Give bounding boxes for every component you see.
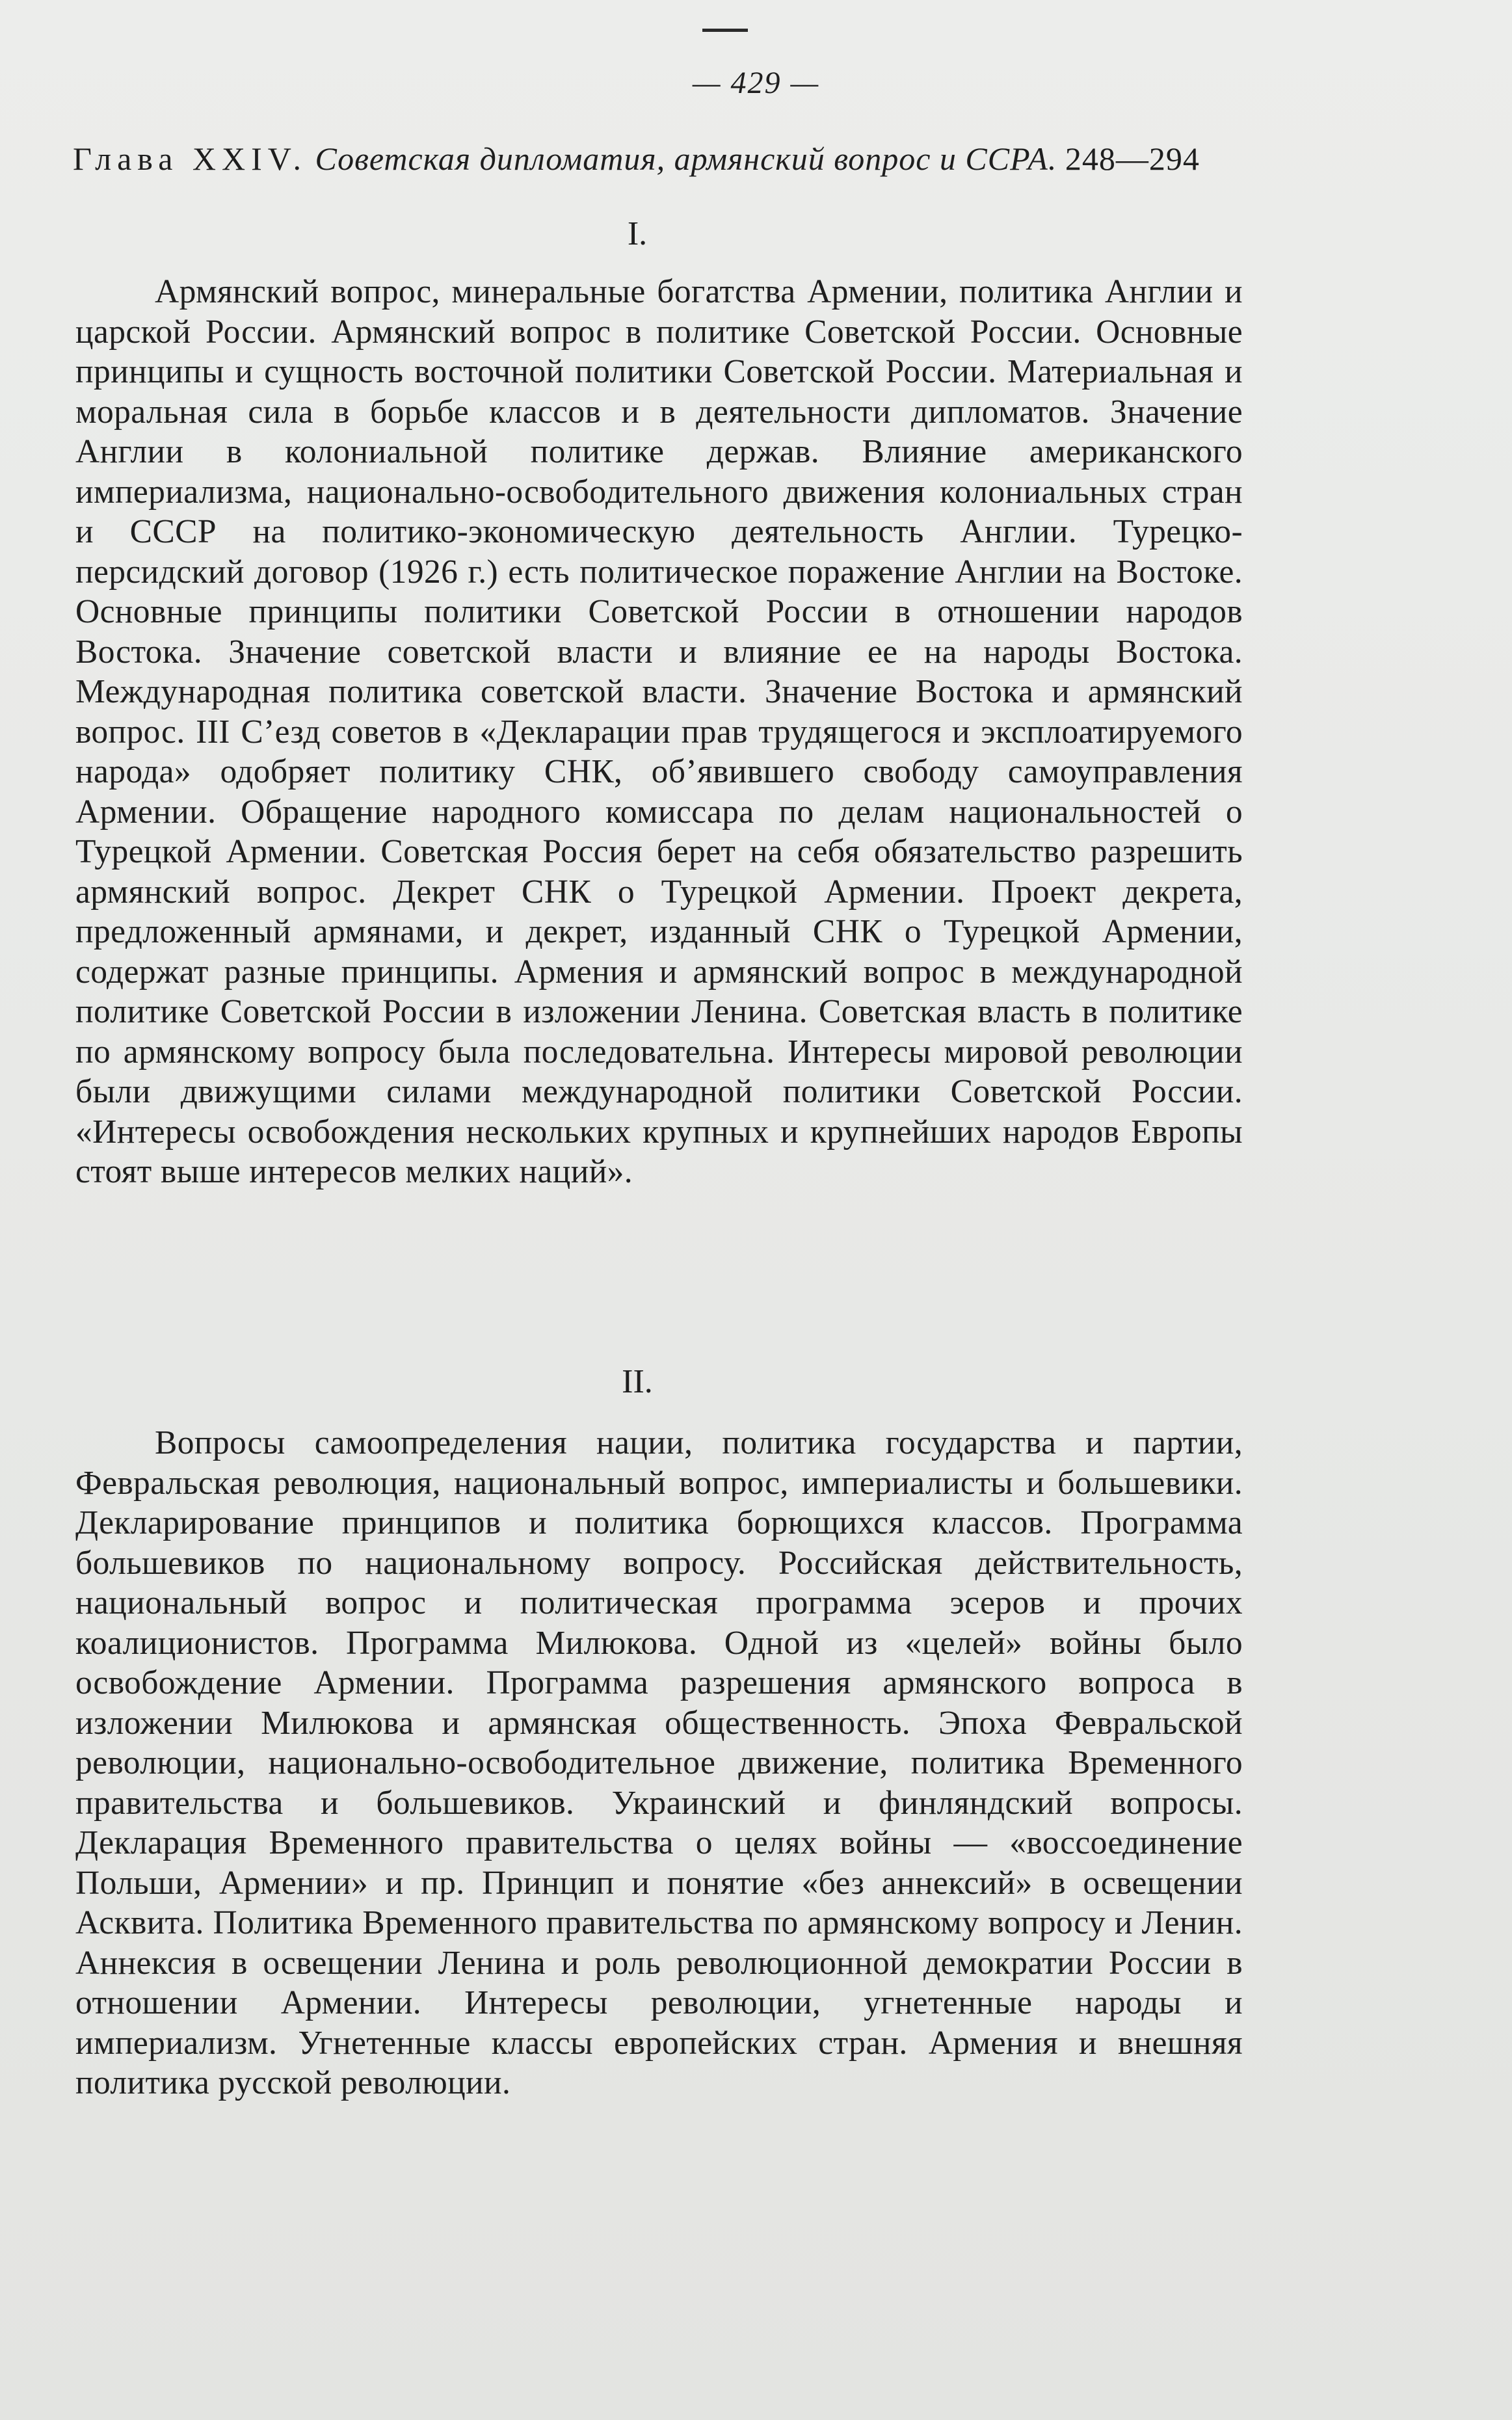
top-rule	[702, 29, 748, 32]
chapter-label: Глава XXIV.	[73, 140, 307, 177]
chapter-heading	[73, 140, 1445, 178]
section-numeral-1: I.	[627, 215, 648, 252]
section-numeral-2: II.	[622, 1363, 653, 1400]
page-number: — 429 —	[692, 66, 820, 100]
section-paragraph-2: Вопросы самоопределения нации, политика государства и партии, Февральская революция, национальный вопрос, империалисты и большевики. Декларирование принципов и политика борющихся классов. Программа большевиков по национальному вопросу. Российская действительность, национальный вопрос и политическая программа эсеров и прочих коалиционистов. Программа Милюкова. Одной из «целей» войны было освобождение Армении. Программа разрешения армянского вопроса в изложении Милюкова и армянская общественность. Эпоха Февральской революции, национально-освободительное движение, политика Временного правительства и большевиков. Украинский и финляндский вопросы. Декларация Временного правительства о целях войны — «воссоединение Польши, Армении» и пр. Принцип и понятие «без аннексий» в освещении Асквита. Политика Временного правительства по армянскому вопросу и Ленин. Аннексия в освещении Ленина и роль революционной демократии России в отношении Армении. Интересы революции, угнетенные народы и империализм. Угнетенные классы европейских стран. Армения и внешняя политика русской революции.	[75, 1424, 1243, 2101]
chapter-title: Советская дипломатия, армянский вопрос и ССРА.	[315, 140, 1057, 177]
chapter-page-range: 248—294	[1065, 140, 1200, 177]
section-paragraph-1: Армянский вопрос, минеральные богатства Армении, политика Англии и царской России. Армянский вопрос в политике Советской России. Основные принципы и сущность восточной политики Советской России. Материальная и моральная сила в борьбе классов и в деятельности дипломатов. Значение Англии в колониальной политике держав. Влияние американского империализма, национально-освободительного движения колониальных стран и СССР на политико-экономическую деятельность Англии. Турецко-персидский договор (1926 г.) есть политическое поражение Англии на Востоке. Основные принципы политики Советской России в отношении народов Востока. Значение советской власти и влияние ее на народы Востока. Международная политика советской власти. Значение Востока и армянский вопрос. III С’езд советов в «Декларации прав трудящегося и эксплоатируемого народа» одобряет политику СНК, об’явившего свободу самоуправления Армении. Обращение народного комиссара по делам национальностей о Турецкой Армении. Советская Россия берет на себя обязательство разрешить армянский вопрос. Декрет СНК о Турецкой Армении. Проект декрета, предложенный армянами, и декрет, изданный СНК о Турецкой Армении, содержат разные принципы. Армения и армянский вопрос в международной политике Советской России в изложении Ленина. Советская власть в политике по армянскому вопросу была последовательна. Интересы мировой революции были движущими силами международной политики Советской России. «Интересы освобождения нескольких крупных и крупнейших народов Европы стоят выше интересов мелких наций».	[75, 273, 1243, 1190]
